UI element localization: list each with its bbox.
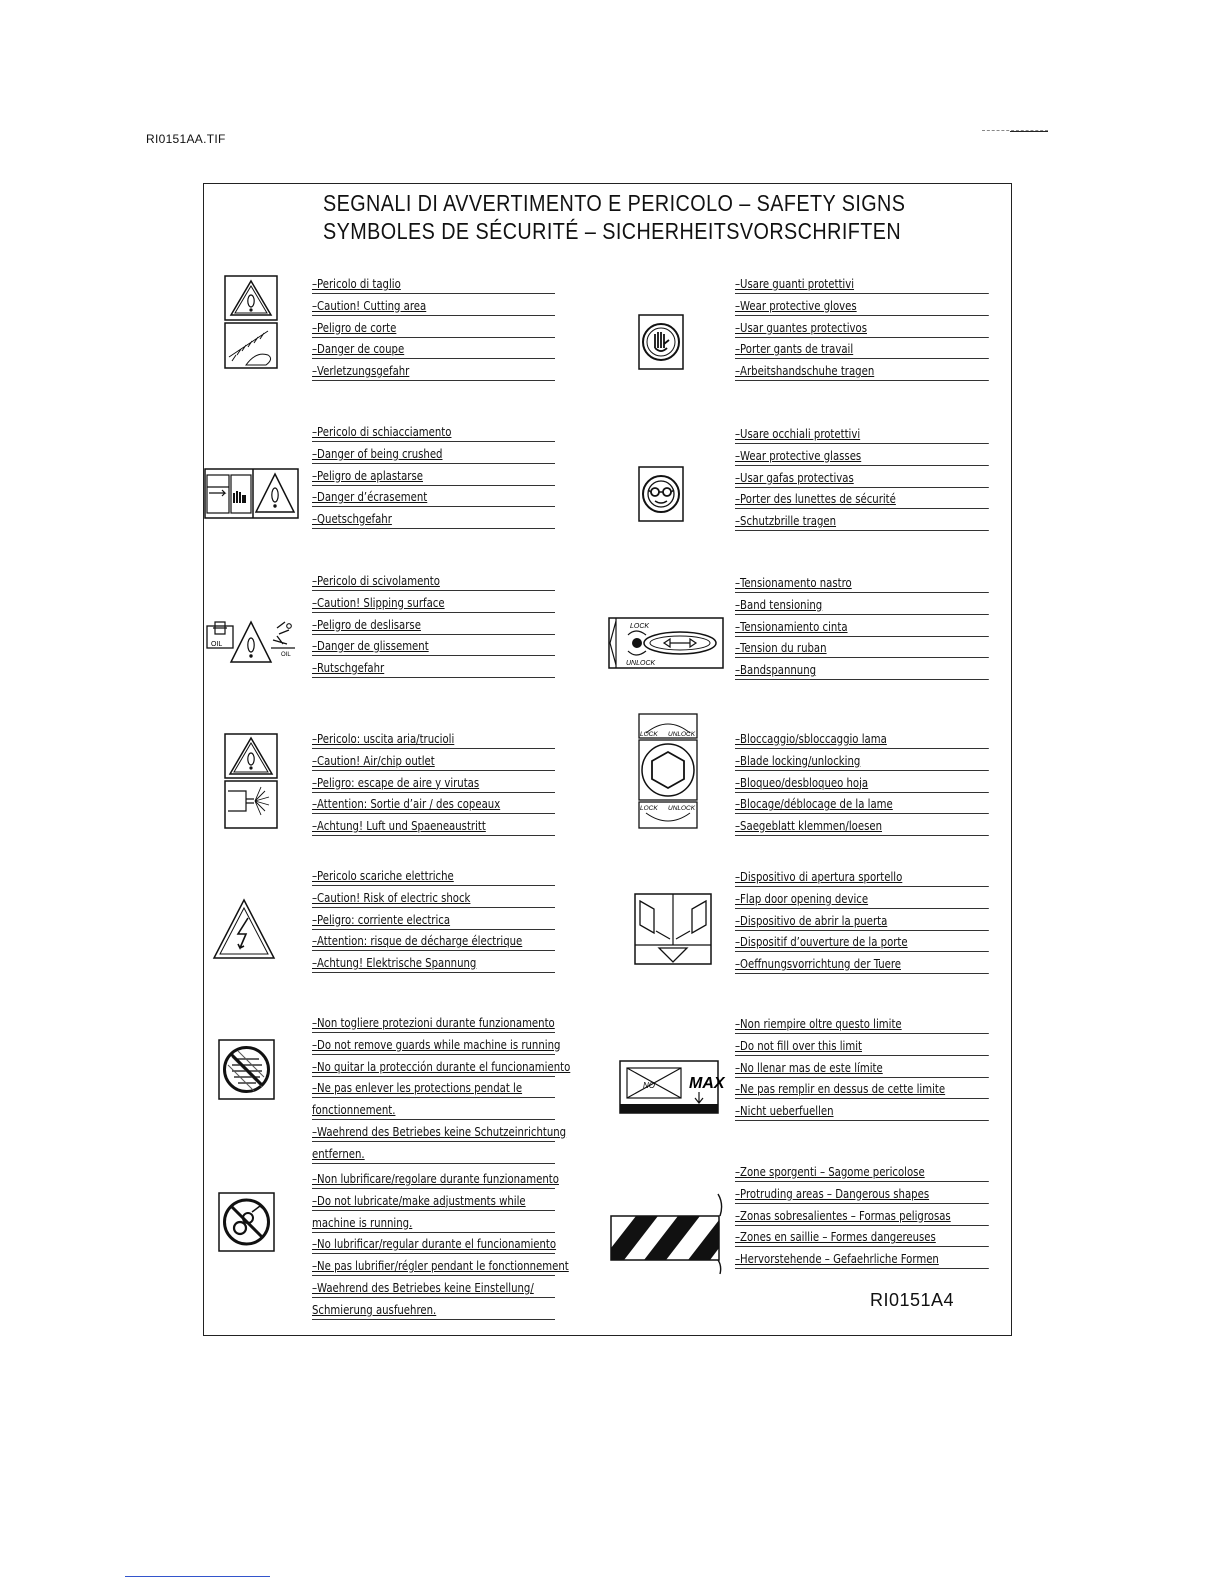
left-sign-7-line-2 xyxy=(312,1193,555,1211)
left-sign-6-line-7 xyxy=(312,1146,555,1164)
left-sign-text: –Pericolo di scivolamento xyxy=(312,573,440,588)
right-sign-text: –Do not fill over this limit xyxy=(735,1037,862,1053)
left-sign-text: –Pericolo di taglio xyxy=(312,276,401,291)
sheet-title-line-2: SYMBOLES DE SÉCURITÉ – SICHERHEITSVORSCHRIFTEN xyxy=(323,218,902,244)
left-sign-text: –Peligro: escape de aire y virutas xyxy=(312,774,480,790)
right-sign-text: –Tensionamento nastro xyxy=(735,575,852,590)
right-sign-7-line-1 xyxy=(735,1164,989,1182)
right-sign-4-line-5 xyxy=(735,818,989,836)
left-sign-text: –Verletzungsgefahr xyxy=(312,363,410,379)
lock-label-top: LOCK xyxy=(640,731,658,738)
unlock-label: UNLOCK xyxy=(626,660,656,667)
right-sign-text: –Porter des lunettes de sécurité xyxy=(735,491,896,507)
left-sign-4-line-1 xyxy=(312,731,555,749)
left-sign-1-line-2 xyxy=(312,298,555,316)
figure-code: RI0151A4 xyxy=(870,1290,955,1310)
left-sign-text: –Peligro de corte xyxy=(312,319,397,335)
left-sign-text: entfernen. xyxy=(312,1145,365,1161)
left-sign-text: –Attention: risque de décharge électrique xyxy=(312,933,523,949)
left-sign-text: –Do not lubricate/make adjustments while xyxy=(312,1192,526,1208)
goggles-icon xyxy=(638,466,684,522)
right-sign-text: –Tension du ruban xyxy=(735,640,827,656)
left-sign-text: –Danger de coupe xyxy=(312,341,405,357)
left-sign-5-line-1 xyxy=(312,868,555,886)
unlock-label-bottom: UNLOCK xyxy=(668,805,696,812)
lock-label: LOCK xyxy=(630,623,650,630)
cutting-hazard-icon xyxy=(224,275,278,369)
left-sign-text: –Achtung! Elektrische Spannung xyxy=(312,955,477,971)
right-sign-1-line-3 xyxy=(735,320,989,338)
right-sign-text: –Blocage/déblocage de la lame xyxy=(735,796,893,812)
left-sign-text: –Pericolo: uscita aria/trucioli xyxy=(312,731,455,746)
left-sign-3-line-5 xyxy=(312,660,555,678)
right-sign-text: –Bandspannung xyxy=(735,662,817,678)
left-sign-5-line-3 xyxy=(312,912,555,930)
right-sign-2-line-5 xyxy=(735,513,989,531)
blade-lock-icon xyxy=(638,713,698,829)
left-sign-text: –No lubrificar/regular durante el funcionamiento xyxy=(312,1236,557,1252)
right-sign-1-line-1 xyxy=(735,276,989,294)
left-sign-1-line-1 xyxy=(312,276,555,294)
right-sign-text: –Zone sporgenti – Sagome pericolose xyxy=(735,1164,925,1179)
right-sign-7-line-5 xyxy=(735,1251,989,1269)
right-sign-text: –Tensionamiento cinta xyxy=(735,618,848,634)
max-label: MAX xyxy=(689,1075,725,1092)
right-sign-4-line-4 xyxy=(735,796,989,814)
right-sign-3-line-3 xyxy=(735,619,989,637)
right-sign-6-line-5 xyxy=(735,1103,989,1121)
right-sign-1-line-5 xyxy=(735,363,989,381)
right-sign-4-line-2 xyxy=(735,753,989,771)
bottom-link-rule xyxy=(125,1576,270,1577)
left-sign-6-line-3 xyxy=(312,1058,571,1077)
right-sign-5-line-5 xyxy=(735,956,989,974)
left-sign-text: –Peligro de aplastarse xyxy=(312,467,423,483)
file-label: RI0151AA.TIF xyxy=(146,132,226,146)
crushing-hazard-icon xyxy=(203,467,300,520)
left-sign-2-line-2 xyxy=(312,446,555,464)
right-sign-text: –Porter gants de travail xyxy=(735,341,854,357)
right-sign-text: –Dispositivo di apertura sportello xyxy=(735,869,903,884)
right-sign-text: –Wear protective gloves xyxy=(735,297,857,313)
left-sign-text: –Pericolo scariche elettriche xyxy=(312,868,454,883)
right-sign-5-line-3 xyxy=(735,913,989,931)
left-sign-text: –Caution! Risk of electric shock xyxy=(312,889,471,905)
gloves-icon xyxy=(638,314,684,370)
right-sign-4-line-1 xyxy=(735,731,989,749)
left-sign-text: –Caution! Cutting area xyxy=(312,297,427,313)
left-sign-text: –Achtung! Luft und Spaeneaustritt xyxy=(312,818,486,834)
right-sign-text: –Usar guantes protectivos xyxy=(735,319,867,335)
right-sign-3-line-4 xyxy=(735,640,989,658)
right-sign-6-line-3 xyxy=(735,1060,989,1078)
left-sign-text: –Danger d’écrasement xyxy=(312,489,428,505)
left-sign-text: –Waehrend des Betriebes keine Einstellung/ xyxy=(312,1280,534,1295)
right-sign-text: –Usare occhiali protettivi xyxy=(735,426,861,441)
no-label: NO xyxy=(643,1081,655,1090)
left-sign-6-line-1 xyxy=(312,1015,555,1033)
left-sign-text: –Ne pas enlever les protections pendat le xyxy=(312,1080,523,1096)
right-sign-text: –Saegeblatt klemmen/loesen xyxy=(735,818,882,834)
left-sign-5-line-4 xyxy=(312,933,555,951)
left-sign-1-line-5 xyxy=(312,363,555,381)
left-sign-7-line-1 xyxy=(312,1171,559,1189)
right-sign-3-line-5 xyxy=(735,662,989,680)
no-guard-removal-icon xyxy=(218,1039,275,1100)
left-sign-6-line-5 xyxy=(312,1102,555,1120)
unlock-label-top: UNLOCK xyxy=(668,731,696,738)
right-sign-text: –Bloccaggio/sbloccaggio lama xyxy=(735,731,887,746)
right-sign-7-line-4 xyxy=(735,1229,989,1247)
left-sign-1-line-4 xyxy=(312,341,555,359)
right-sign-text: –Arbeitshandschuhe tragen xyxy=(735,363,875,379)
slipping-hazard-icon xyxy=(205,618,297,666)
left-sign-text: –Ne pas lubrifier/régler pendant le fonctionnement xyxy=(312,1258,569,1274)
left-sign-text: machine is running. xyxy=(312,1214,413,1230)
flap-door-icon xyxy=(634,893,712,965)
right-sign-7-line-2 xyxy=(735,1186,989,1204)
left-sign-text: –Rutschgefahr xyxy=(312,660,385,676)
electric-shock-icon xyxy=(212,898,276,960)
right-sign-text: –Zones en saillie – Formes dangereuses xyxy=(735,1229,936,1245)
left-sign-4-line-3 xyxy=(312,775,555,793)
right-sign-3-line-2 xyxy=(735,597,989,615)
right-sign-2-line-2 xyxy=(735,448,989,466)
right-sign-text: –Ne pas remplir en dessus de cette limite xyxy=(735,1081,946,1097)
oil-label: OIL xyxy=(211,641,223,648)
left-sign-text: –Attention: Sortie d’air / des copeaux xyxy=(312,796,501,812)
right-sign-text: –Oeffnungsvorrichtung der Tuere xyxy=(735,956,901,972)
right-sign-5-line-1 xyxy=(735,869,989,887)
left-sign-4-line-4 xyxy=(312,796,555,814)
left-sign-text: –No quitar la protección durante el funcionamiento xyxy=(312,1058,571,1074)
fill-limit-icon xyxy=(619,1060,725,1114)
right-sign-text: –No llenar mas de este límite xyxy=(735,1059,883,1075)
right-sign-text: –Blade locking/unlocking xyxy=(735,752,861,768)
top-rule xyxy=(1010,131,1048,132)
left-sign-text: –Non lubrificare/regolare durante funzionamento xyxy=(312,1171,559,1186)
left-sign-text: –Danger of being crushed xyxy=(312,445,443,461)
band-tension-icon xyxy=(608,617,724,669)
right-sign-1-line-2 xyxy=(735,298,989,316)
left-sign-text: –Do not remove guards while machine is running xyxy=(312,1036,561,1052)
right-sign-3-line-1 xyxy=(735,575,989,593)
sheet-title-line-1: SEGNALI DI AVVERTIMENTO E PERICOLO – SAFETY SIGNS xyxy=(323,190,906,216)
left-sign-5-line-2 xyxy=(312,890,555,908)
right-sign-text: –Bloqueo/desbloqueo hoja xyxy=(735,774,869,790)
left-sign-7-line-3 xyxy=(312,1215,555,1233)
left-sign-text: Schmierung ausfuehren. xyxy=(312,1301,437,1317)
left-sign-2-line-5 xyxy=(312,511,555,529)
right-sign-5-line-2 xyxy=(735,891,989,909)
right-sign-1-line-4 xyxy=(735,341,989,359)
left-sign-4-line-2 xyxy=(312,753,555,771)
right-sign-6-line-2 xyxy=(735,1038,989,1056)
left-sign-text: –Waehrend des Betriebes keine Schutzeinrichtung xyxy=(312,1124,567,1139)
left-sign-7-line-5 xyxy=(312,1258,569,1276)
right-sign-text: –Schutzbrille tragen xyxy=(735,513,837,529)
left-sign-2-line-4 xyxy=(312,489,555,507)
right-sign-5-line-4 xyxy=(735,934,989,952)
left-sign-7-line-4 xyxy=(312,1236,555,1254)
left-sign-text: –Peligro de deslisarse xyxy=(312,616,421,632)
left-sign-text: –Caution! Air/chip outlet xyxy=(312,752,435,768)
left-sign-7-line-7 xyxy=(312,1302,555,1320)
right-sign-text: –Hervorstehende – Gefaehrliche Formen xyxy=(735,1251,939,1267)
right-sign-6-line-1 xyxy=(735,1016,989,1034)
left-sign-3-line-4 xyxy=(312,638,555,656)
right-sign-text: –Dispositif d’ouverture de la porte xyxy=(735,934,908,950)
left-sign-text: –Peligro: corriente electrica xyxy=(312,911,451,927)
left-sign-text: fonctionnement. xyxy=(312,1102,396,1118)
right-sign-2-line-4 xyxy=(735,491,989,509)
right-sign-4-line-3 xyxy=(735,775,989,793)
right-sign-text: –Flap door opening device xyxy=(735,890,869,906)
protruding-areas-icon xyxy=(608,1192,728,1274)
right-sign-text: –Zonas sobresalientes – Formas peligrosas xyxy=(735,1207,951,1223)
left-sign-6-line-2 xyxy=(312,1036,561,1055)
no-lubricate-icon xyxy=(218,1192,275,1252)
right-sign-text: –Nicht ueberfuellen xyxy=(735,1103,834,1119)
left-sign-3-line-3 xyxy=(312,617,555,635)
left-sign-4-line-5 xyxy=(312,818,555,836)
left-sign-text: –Danger de glissement xyxy=(312,638,429,654)
oil-label-2: OIL xyxy=(281,652,291,658)
right-sign-text: –Wear protective glasses xyxy=(735,447,862,463)
left-sign-text: –Pericolo di schiacciamento xyxy=(312,424,452,439)
left-sign-5-line-5 xyxy=(312,955,555,973)
right-sign-text: –Band tensioning xyxy=(735,596,823,612)
right-sign-text: –Dispositivo de abrir la puerta xyxy=(735,912,888,928)
right-sign-6-line-4 xyxy=(735,1081,989,1099)
left-sign-text: –Caution! Slipping surface xyxy=(312,594,445,610)
left-sign-text: –Non togliere protezioni durante funzionamento xyxy=(312,1015,555,1030)
left-sign-6-line-4 xyxy=(312,1080,555,1098)
right-sign-text: –Usare guanti protettivi xyxy=(735,276,855,291)
right-sign-2-line-1 xyxy=(735,426,989,444)
right-sign-text: –Usar gafas protectivas xyxy=(735,469,854,485)
right-sign-text: –Protruding areas – Dangerous shapes xyxy=(735,1185,930,1201)
right-sign-7-line-3 xyxy=(735,1208,989,1226)
left-sign-text: –Quetschgefahr xyxy=(312,511,392,527)
right-sign-text: –Non riempire oltre questo limite xyxy=(735,1016,902,1031)
left-sign-2-line-1 xyxy=(312,424,555,442)
lock-label-bottom: LOCK xyxy=(640,805,658,812)
left-sign-1-line-3 xyxy=(312,320,555,338)
left-sign-7-line-6 xyxy=(312,1280,555,1298)
left-sign-6-line-6 xyxy=(312,1124,567,1142)
chip-outlet-hazard-icon xyxy=(224,733,278,829)
right-sign-2-line-3 xyxy=(735,470,989,488)
left-sign-3-line-1 xyxy=(312,573,555,591)
left-sign-3-line-2 xyxy=(312,595,555,613)
left-sign-2-line-3 xyxy=(312,468,555,486)
